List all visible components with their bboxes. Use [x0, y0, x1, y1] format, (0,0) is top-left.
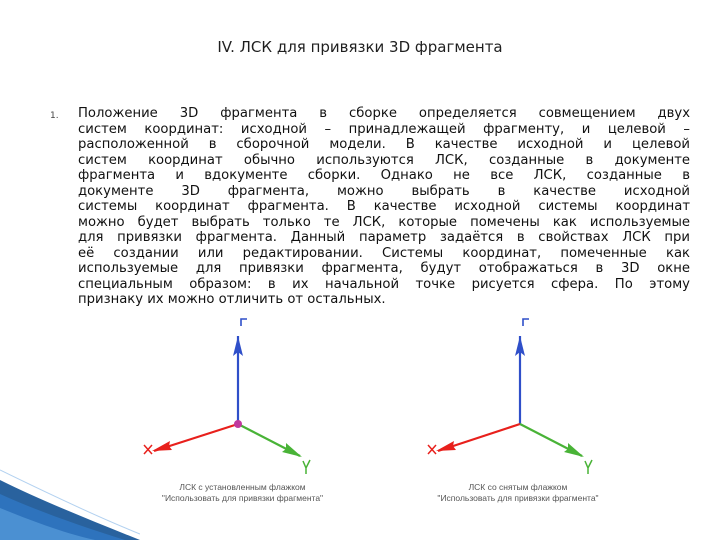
x-label-right	[428, 445, 436, 454]
y-arrow-left	[282, 443, 302, 457]
lcs-without-sphere	[428, 319, 592, 474]
paragraph-line: систем координат: исходной – принадлежащей фрагменту, и целевой –	[78, 121, 690, 137]
y-label-right	[585, 460, 592, 474]
caption-right-line1: ЛСК со снятым флажком	[468, 482, 568, 492]
slide-title: IV. ЛСК для привязки 3D фрагмента	[217, 38, 503, 56]
paragraph-line: используемые для привязки фрагмента, будут отображаться в 3D окне	[78, 261, 690, 276]
paragraph-line: её создании или редактировании. Системы координат, помеченные как	[78, 245, 690, 261]
z-label-right	[523, 319, 529, 326]
paragraph-line: признаку их можно отличить от остальных.	[78, 292, 386, 307]
z-label-left	[241, 319, 247, 326]
caption-right	[400, 482, 636, 504]
list-number: 1.	[50, 111, 59, 121]
x-arrow-left	[152, 441, 172, 451]
paragraph-line: фрагмента и вдокументе сборки. Однако не все ЛСК, созданные в	[78, 168, 690, 183]
paragraph-line: систем координат обычно используются ЛСК, созданные в документе	[78, 152, 690, 168]
paragraph-line: расположенной в сборочной модели. В качестве исходной и целевой	[78, 137, 690, 152]
x-label-left	[144, 445, 152, 454]
lcs-with-sphere	[144, 319, 310, 474]
caption-right-line2: "Использовать для привязки фрагмента"	[437, 493, 599, 503]
coordinate-systems-figure	[120, 318, 636, 526]
x-arrow-right	[436, 441, 456, 451]
paragraph-line: Положение 3D фрагмента в сборке определяется совмещением двух	[78, 106, 690, 121]
origin-sphere	[234, 420, 242, 428]
body-paragraph	[78, 106, 690, 308]
paragraph-line: документе 3D фрагмента, можно выбрать в качестве исходной	[78, 183, 690, 199]
caption-left-line2: "Использовать для привязки фрагмента"	[161, 493, 324, 503]
paragraph-line: можно будет выбрать только те ЛСК, которые помечены как используемые	[78, 214, 690, 230]
caption-left	[120, 482, 365, 504]
decorative-corner-swoosh	[0, 450, 140, 540]
paragraph-line: для привязки фрагмента. Данный параметр задаётся в свойствах ЛСК при	[78, 230, 690, 245]
paragraph-line: системы координат фрагмента. В качестве исходной системы координат	[78, 199, 690, 214]
y-arrow-right	[564, 443, 584, 457]
paragraph-line: специальным образом: в их начальной точке рисуется сфера. По этому	[78, 276, 690, 292]
y-label-left	[303, 460, 310, 474]
caption-left-line1: ЛСК с установленным флажком	[179, 482, 306, 492]
